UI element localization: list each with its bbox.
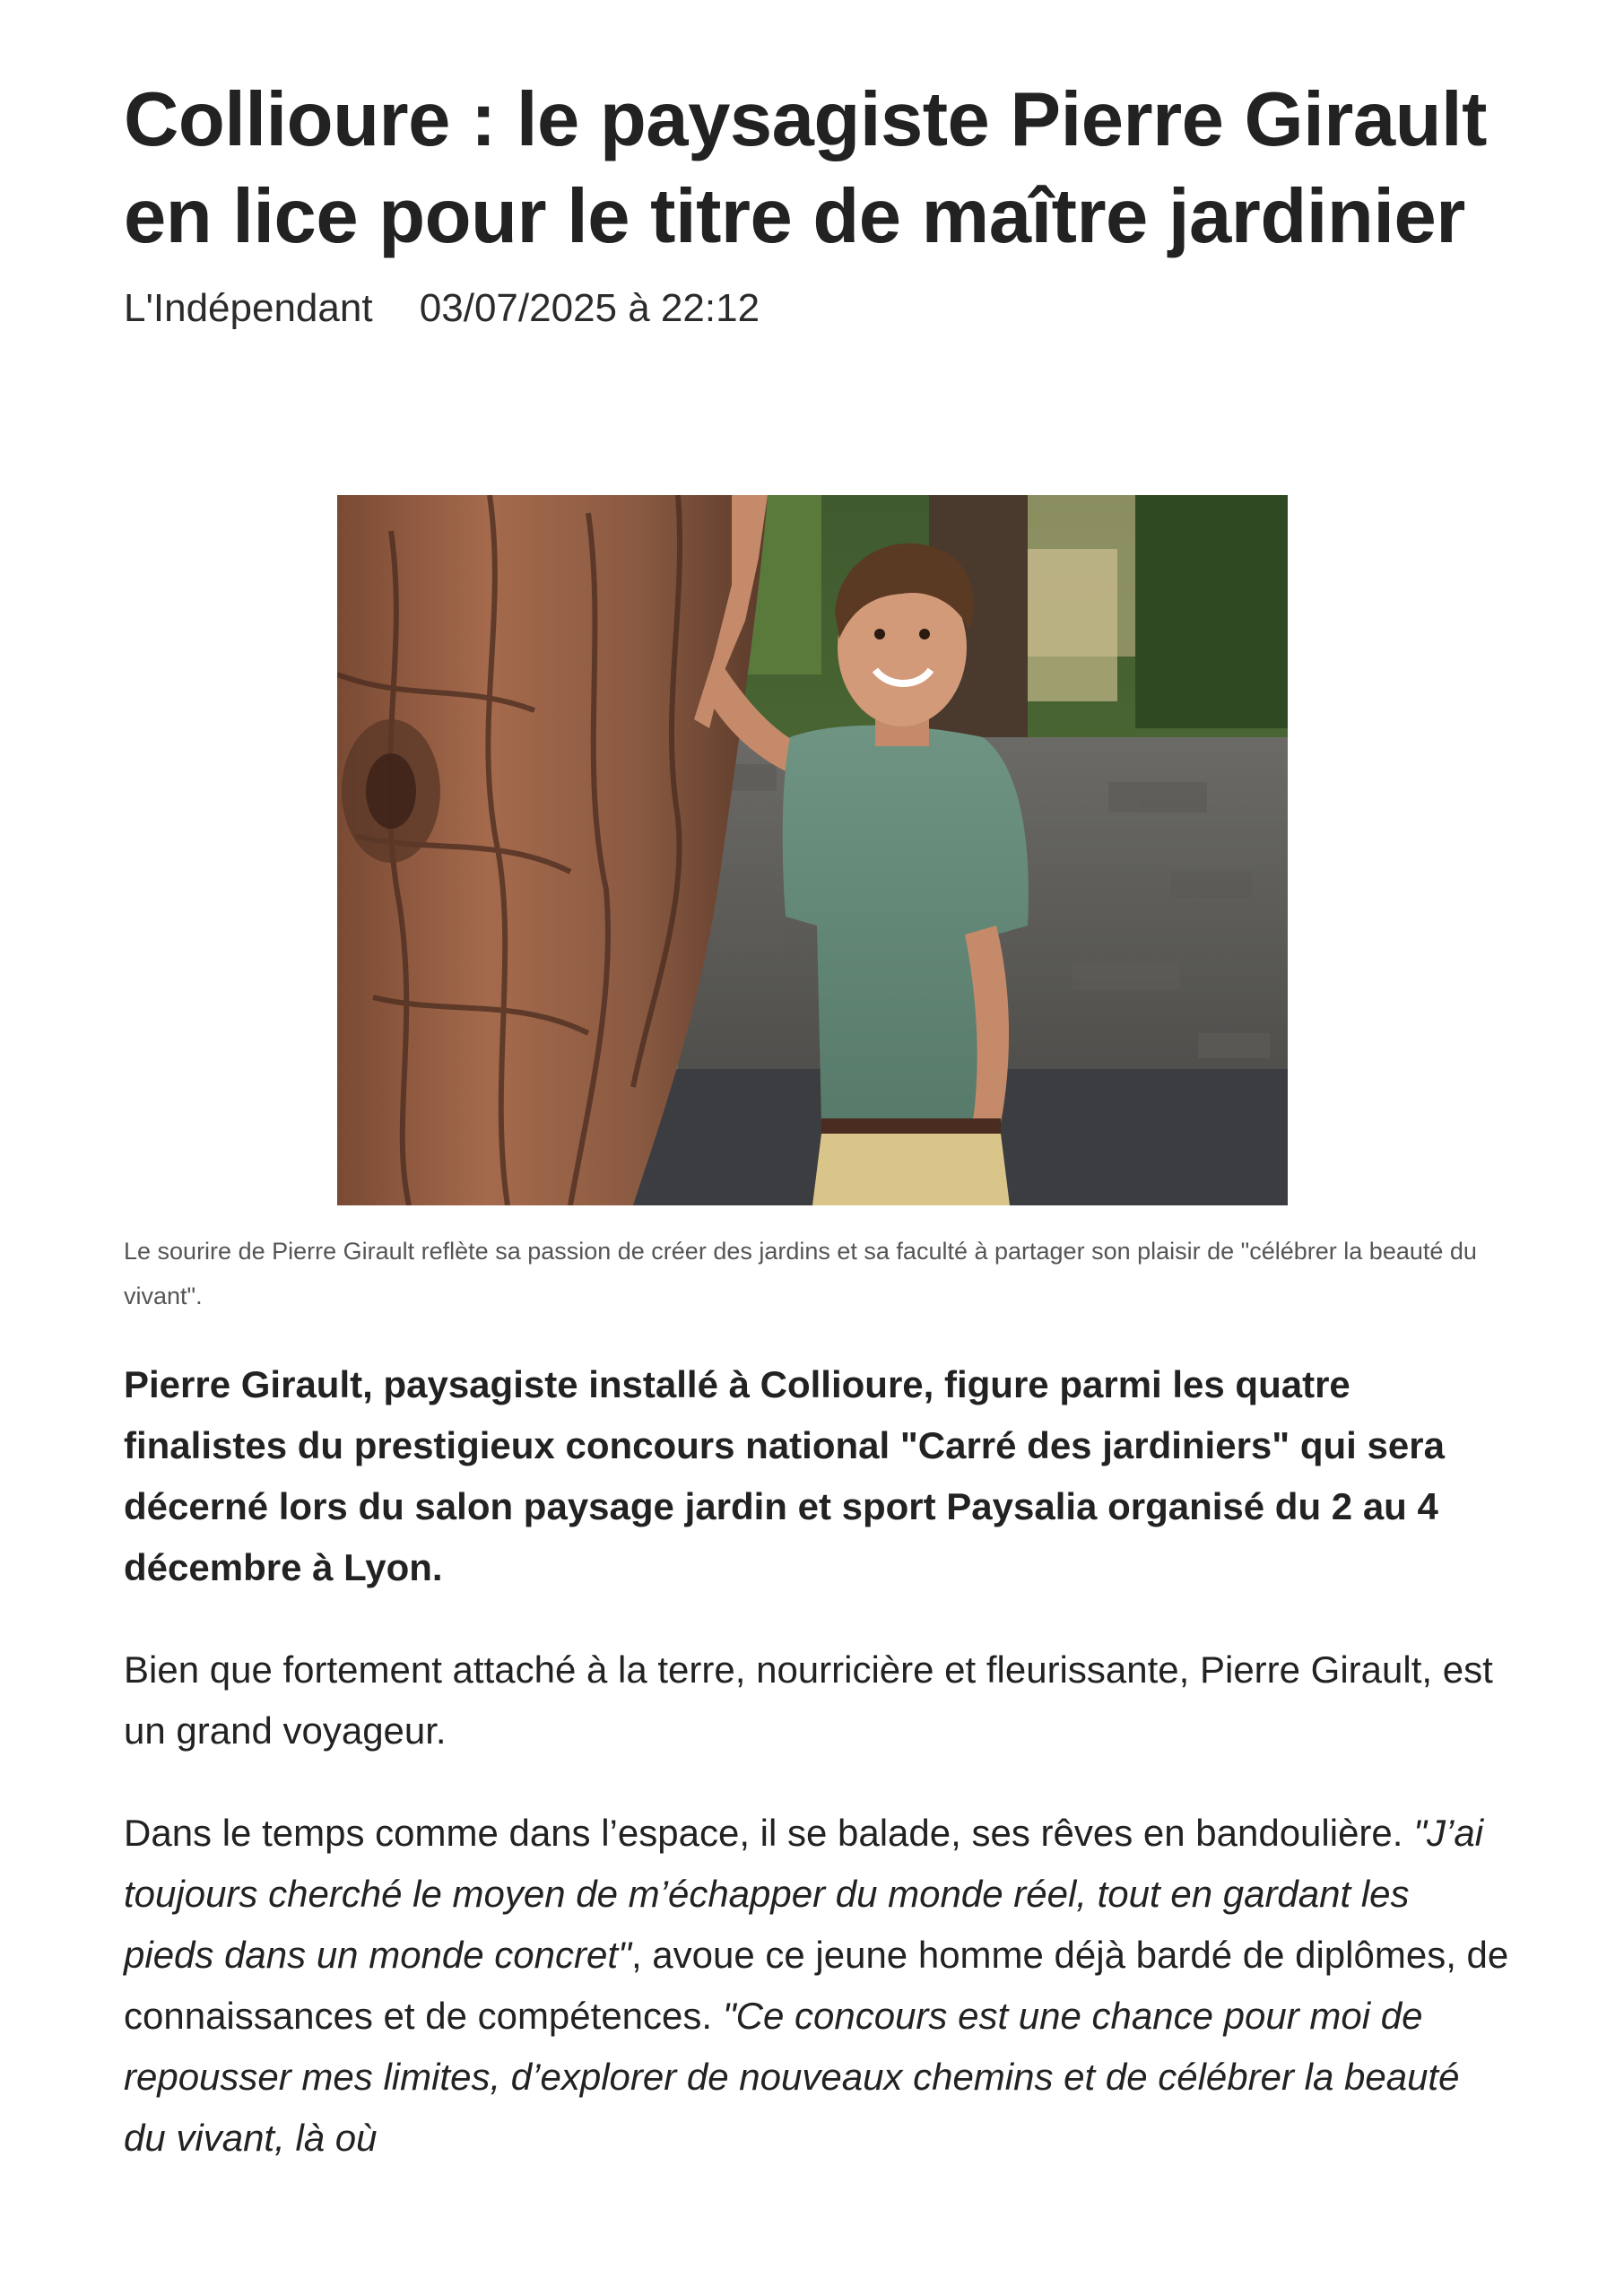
paragraph-text: , avoue ce jeune homme déjà bardé de diplômes, de connaissances et de compétences. [124, 1934, 1509, 2037]
byline [124, 282, 1505, 335]
source-name: L'Indépendant [124, 286, 373, 330]
publish-datetime: 03/07/2025 à 22:12 [419, 286, 760, 330]
article-lead: Pierre Girault, paysagiste installé à Collioure, figure parmi les quatre finalistes du prestigieux concours national "Carré des jardiniers" qui sera décerné lors du salon paysage jardin et sport Paysalia organisé du 2 au 4 décembre à Lyon. [124, 1363, 1445, 1588]
paragraph: Bien que fortement attaché à la terre, nourricière et fleurissante, Pierre Girault, est un grand voyageur. [124, 1648, 1493, 1752]
paragraph [124, 1803, 1509, 2169]
paragraph-text: Dans le temps comme dans l’espace, il se balade, ses rêves en bandoulière. [124, 1812, 1414, 1854]
photo-illustration [337, 495, 1288, 1205]
article-body [124, 1354, 1509, 2210]
quote-text: "Ce concours est une chance pour moi de repousser mes limites, d’explorer de nouveaux chemins et de célébrer la beauté du vivant, là où [124, 1995, 1460, 2159]
quote-text: "J’ai toujours cherché le moyen de m’échapper du monde réel, tout en gardant les pieds dans un monde concret" [124, 1812, 1484, 1976]
article-headline: Collioure : le paysagiste Pierre Girault en lice pour le titre de maître jardinier [124, 77, 1487, 259]
article-header [124, 72, 1505, 335]
article-photo [337, 495, 1288, 1205]
photo-caption: Le sourire de Pierre Girault reflète sa passion de créer des jardins et sa faculté à partager son plaisir de "célébrer la beauté du vivant". [124, 1238, 1477, 1309]
